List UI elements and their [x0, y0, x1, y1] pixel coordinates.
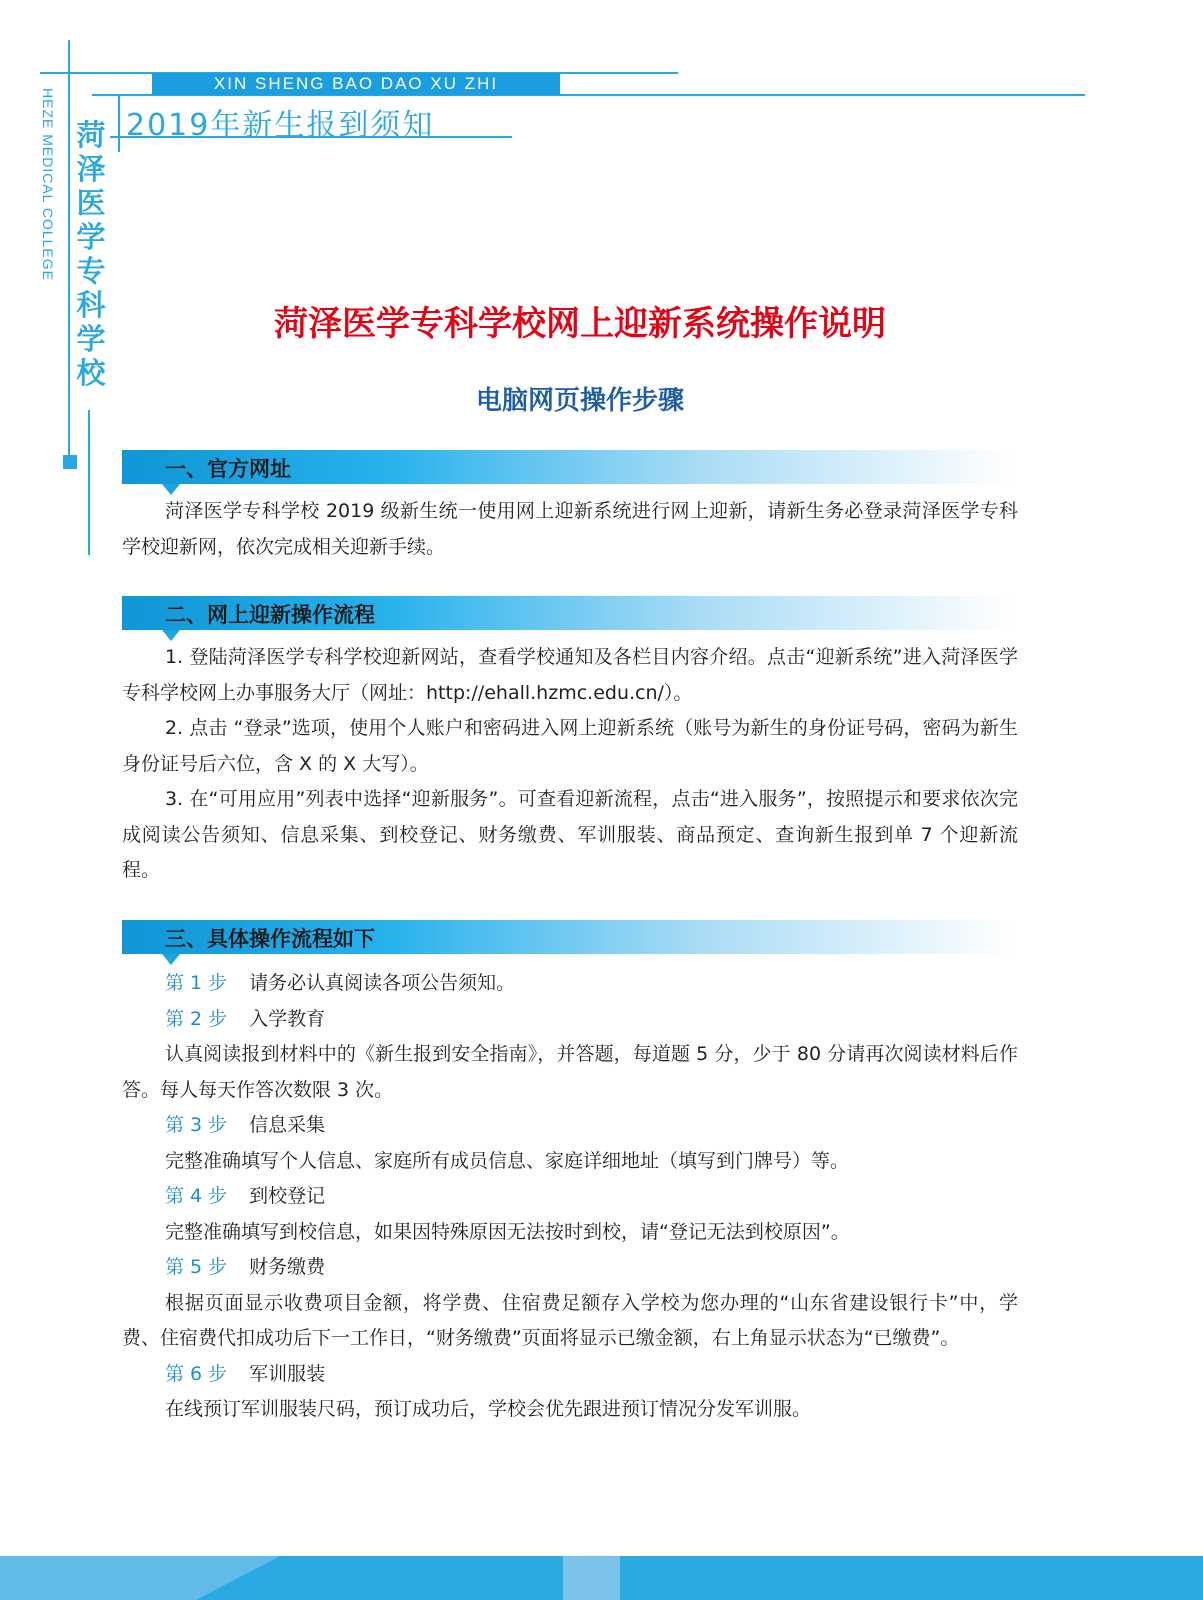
section-heading-1	[122, 450, 1012, 484]
section-heading-3	[122, 920, 1012, 954]
step-label: 第 2 步	[165, 1007, 228, 1030]
footer-stripe	[563, 1556, 620, 1600]
step-title-text: 信息采集	[249, 1114, 326, 1136]
step-title	[122, 1108, 1018, 1144]
step-title	[122, 1002, 1018, 1038]
header-title: 2019年新生报到须知	[126, 108, 435, 143]
paragraph: 菏泽医学专科学校 2019 级新生统一使用网上迎新系统进行网上迎新，请新生务必登录菏泽医学专科学校迎新网，依次完成相关迎新手续。	[122, 500, 1018, 558]
section-2-body	[122, 640, 1018, 889]
step-title-text: 请务必认真阅读各项公告须知。	[249, 972, 516, 994]
title-vertical-tick	[118, 94, 120, 152]
footer-band	[0, 1556, 1203, 1600]
section-1-body	[122, 494, 1018, 565]
step-description: 完整准确填写到校信息，如果因特殊原因无法按时到校，请“登记无法到校原因”。	[165, 1220, 850, 1243]
section-heading-text: 一、官方网址	[165, 457, 291, 481]
section-heading-text: 三、具体操作流程如下	[165, 927, 375, 951]
step-description: 认真阅读报到材料中的《新生报到安全指南》，并答题，每道题 5 分，少于 80 分请再次阅读材料后作答。每人每天作答次数限 3 次。	[122, 1043, 1018, 1101]
school-name-en: HEZE MEDICAL COLLEGE	[40, 88, 56, 281]
step-title-text: 到校登记	[249, 1185, 326, 1207]
step-label: 第 1 步	[165, 972, 228, 994]
step-title	[122, 1250, 1018, 1286]
left-vertical-rule-2	[88, 410, 90, 555]
step-label: 第 6 步	[165, 1362, 228, 1385]
step-label: 第 5 步	[165, 1256, 228, 1278]
page-title: 菏泽医学专科学校网上迎新系统操作说明	[274, 304, 886, 344]
header-banner: XIN SHENG BAO DAO XU ZHI	[152, 73, 560, 95]
footer-accent	[0, 1556, 280, 1600]
school-name-cn: 菏泽医学专科学校	[76, 118, 106, 390]
step-title-text: 军训服装	[249, 1362, 326, 1385]
step-title-text: 财务缴费	[249, 1256, 326, 1278]
page-subtitle: 电脑网页操作步骤	[475, 386, 684, 416]
step-title	[122, 966, 1018, 1002]
paragraph: 3. 在“可用应用”列表中选择“迎新服务”。可查看迎新流程，点击“进入服务”，按照提示和要求依次完成阅读公告须知、信息采集、到校登记、财务缴费、军训服装、商品预定、查询新生报到单 7 个迎新流程。	[122, 788, 1018, 881]
paragraph: 2. 点击 “登录”选项，使用个人账户和密码进入网上迎新系统（账号为新生的身份证号码，密码为新生身份证号后六位，含 X 的 X 大写）。	[122, 717, 1018, 775]
step-description: 在线预订军训服装尺码，预订成功后，学校会优先跟进预订情况分发军训服。	[165, 1398, 812, 1420]
paragraph: 1. 登陆菏泽医学专科学校迎新网站，查看学校通知及各栏目内容介绍。点击“迎新系统”进入菏泽医学专科学校网上办事服务大厅（网址：http://ehall.hzmc.edu.cn/）。	[122, 646, 1018, 704]
decorative-square	[63, 455, 77, 469]
section-heading-2	[122, 596, 1012, 630]
step-title-text: 入学教育	[249, 1007, 326, 1030]
step-title	[122, 1357, 1018, 1393]
step-description: 完整准确填写个人信息、家庭所有成员信息、家庭详细地址（填写到门牌号）等。	[165, 1149, 850, 1172]
step-description: 根据页面显示收费项目金额，将学费、住宿费足额存入学校为您办理的“山东省建设银行卡”中，学费、住宿费代扣成功后下一工作日，“财务缴费”页面将显示已缴金额，右上角显示状态为“已缴费”。	[122, 1291, 1018, 1349]
steps-list	[122, 966, 1018, 1428]
step-title	[122, 1179, 1018, 1215]
step-label: 第 4 步	[165, 1185, 228, 1207]
step-label: 第 3 步	[165, 1114, 228, 1136]
section-heading-text: 二、网上迎新操作流程	[165, 603, 375, 627]
